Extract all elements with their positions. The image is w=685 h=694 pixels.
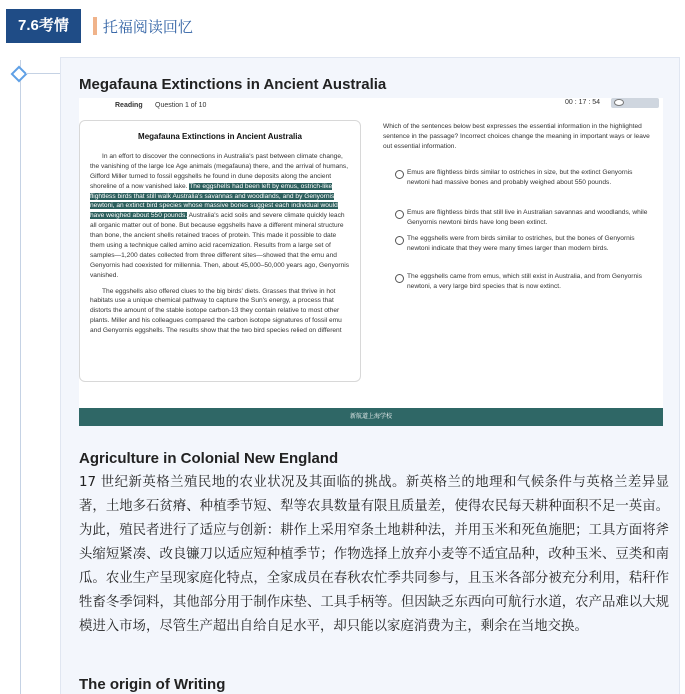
section-label: Reading	[115, 102, 143, 109]
section-summary: 17 世纪新英格兰殖民地的农业状况及其面临的挑战。新英格兰的地理和气候条件与英格兰差异显著，土地多石贫瘠、种植季节短、犁等农具数量有限且质量差，使得农民每天耕种面积不足一英亩。为此，殖民者进行了适应与创新：耕作上采用窄条土地耕种法，并用玉米和死鱼施肥；工具方面将斧头缩短紧凑、改良镰刀以适应短种植季节；作物选择上放弃小麦等不适宜品种，改种玉米、豆类和南瓜。农业生产呈现家庭化特点，全家成员在春秋农忙季共同参与，且玉米各部分被充分利用，秸秆作牲畜冬季饲料，其他部分用于制作床垫、工具手柄等。但因缺乏东西向可航行水道，农产品难以大规模进入市场，尽管生产超出自给自足水平，却只能以家庭消费为主，剩余在当地交换。	[79, 475, 669, 634]
section-header	[6, 8, 193, 44]
toefl-screenshot	[79, 98, 663, 426]
passage-title: Megafauna Extinctions in Ancient Australia	[138, 132, 302, 141]
answer-option-2[interactable]: Emus are flightless birds that still live in Australian savannas and woodlands, while Genyornis newtoni birds have long been extinct.	[383, 208, 653, 228]
radio-button[interactable]	[395, 170, 404, 179]
hide-time-button[interactable]	[611, 98, 659, 108]
timeline-connector	[26, 73, 60, 74]
article-title: Megafauna Extinctions in Ancient Australia	[79, 76, 387, 93]
title-accent-bar	[93, 17, 97, 35]
answer-option-3[interactable]: The eggshells were from birds similar to ostriches, but the bones of Genyornis newtoni indicate that they were many times larger than modern birds.	[383, 234, 653, 254]
header-title: 托福阅读回忆	[102, 18, 193, 36]
highlighted-sentence: The eggshells had been left by emus, ostrich-like flightless birds that still walk Australia's savannas and woodlands, and by Genyornis newtoni, an extinct bird species whose massive bones suggest each individual would have weighed about 550 pounds.	[90, 182, 338, 220]
passage-paragraph-1: In an effort to discover the connections in Australia's past between climate change, the vanishing of the large Ice Age animals (megafauna) there, and the arrival of humans, Gifford Miller turned to fossil eggshells he found in dune deposits along the ancient shoreline of a now vanished lake. The eggshells had been left by emus, ostrich-like flightless birds that still walk Australia's savannas and woodlands, and by Genyornis newtoni, an extinct bird species whose massive bones suggest each individual would have weighed about 550 pounds. Australia's acid soils and severe climate quickly leach all organic matter out of bone. But because eggshells have a different mineral structure than bone, the ancient shells retained traces of protein. This made it possible to date them using a technique called amino acid racemization. Results from a large set of samples—1,200 dates collected from three different sites—showed that the emu and Genyornis had coexisted for millennia. Then, about 45,000–50,000 years ago, Genyornis vanished.	[90, 153, 350, 279]
timeline-diamond-icon	[11, 66, 28, 83]
answer-option-4[interactable]: The eggshells came from emus, which still exist in Australia, and from Genyornis newtoni, a very large bird species that is now extinct.	[383, 272, 653, 292]
timer: 00 : 17 : 54	[565, 99, 601, 106]
date-badge: 7.6考情	[6, 9, 81, 43]
section-title: Agriculture in Colonial New England	[79, 450, 339, 467]
radio-button[interactable]	[395, 274, 404, 283]
next-section-title: The origin of Writing	[79, 676, 226, 693]
question-number: Question 1 of 10	[155, 102, 207, 109]
timeline-line	[20, 60, 21, 694]
passage-panel	[79, 120, 361, 382]
screenshot-footer: 新航道上海学校	[79, 408, 663, 426]
content-card	[60, 57, 680, 694]
answer-option-1[interactable]: Emus are flightless birds similar to ostriches in size, but the extinct Genyornis newtoni had massive bones and probably weighed about 550 pounds.	[383, 168, 653, 188]
eye-icon	[614, 99, 624, 106]
radio-button[interactable]	[395, 210, 404, 219]
test-toolbar	[79, 98, 663, 114]
radio-button[interactable]	[395, 236, 404, 245]
question-text: Which of the sentences below best expresses the essential information in the highlighted sentence in the passage? Incorrect choices change the meaning in important ways or leave out essential information.	[383, 123, 650, 150]
passage-paragraph-2: The eggshells also offered clues to the big birds' diets. Grasses that thrive in hot habitats use a unique chemical pathway to capture the Sun's energy, a process that distorts the amount of the stable isotope carbon-13 they contain relative to most other plants. Miller and his colleagues compared the carbon isotope signatures of fossil emu and Genyornis eggshells. The results show that the two bird species relied on different	[90, 287, 342, 335]
